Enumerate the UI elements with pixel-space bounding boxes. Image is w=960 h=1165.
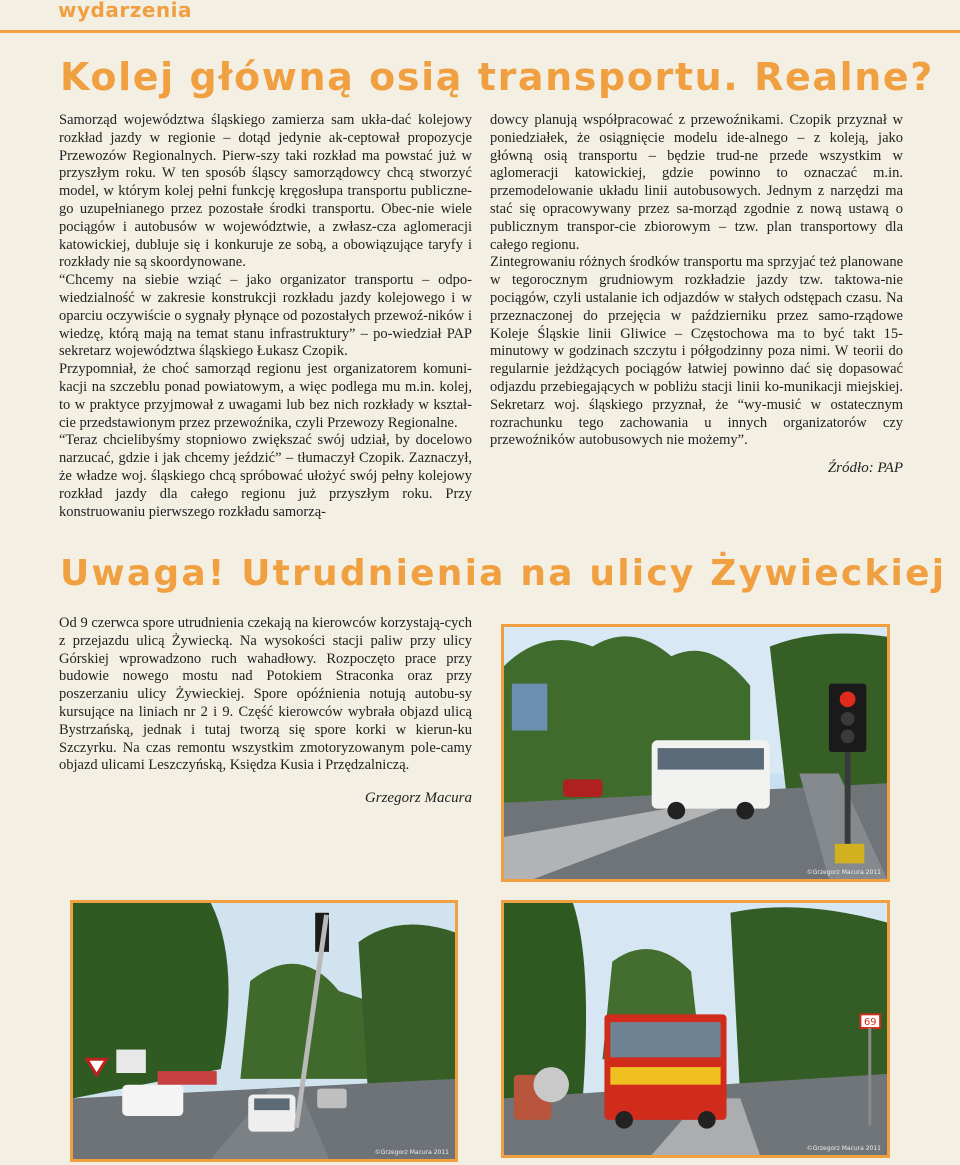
photo-red-bus (501, 900, 890, 1158)
section-label: wydarzenia (58, 0, 192, 22)
photo-road-cars (70, 900, 458, 1162)
photo-credit: ©Grzegorz Macura 2011 (374, 1149, 449, 1156)
article1-paragraph: “Teraz chcielibyśmy stopniowo zwiększać swój udział, by docelowo narzucać, gdzie i jak chcemy jeździć” – tłumaczył Czopik. Zaznaczył, że władze woj. śląskiego chcą spróbować ułożyć swój pełny kolejowy rozkład jazdy dla całego regionu już przyszłym roku. Przy konstruowaniu pierwszego rozkładu samorzą- (59, 432, 472, 520)
article2-author: Grzegorz Macura (364, 790, 472, 806)
photo-credit: ©Grzegorz Macura 2011 (806, 869, 881, 876)
article2-body (59, 615, 472, 775)
header-rule (0, 30, 960, 33)
article2-paragraph: Od 9 czerwca spore utrudnienia czekają na kierowców korzystają-cych z przejazdu ulicą Żywiecką. Na wysokości stacji paliw przy ulicy Górskiej wprowadzono ruch wahadłowy. Rozpoczęto prace przy budowie nowego mostu nad Potokiem Straconka oraz przy poszerzaniu ulicy Żywieckiej. Spore opóźnienia notują autobu-sy kursujące na liniach nr 2 i 9. Część kierowców wybrała objazd ulicą Bystrzańską, jednak i tutaj tworzą się spore korki w kierun-ku Szczyrku. Na czas remontu wszystkim zmotoryzowanym pole-camy objazd ulicami Leszczyńską, Księdza Kusia i Przędzalniczą. (59, 615, 472, 774)
photo-credit: ©Grzegorz Macura 2011 (806, 1145, 881, 1152)
article1-paragraph: Przypomniał, że choć samorząd regionu jest organizatorem komuni-kacji na szczeblu ponad powiatowym, a więc podlega mu m.in. kolej, to w praktyce przyjmował z uwagami lub bez nich rozkłady w kształ-cie przedstawionym przez przewoźnika, czyli Przewozy Regionalne. (59, 361, 472, 431)
article1-column-1 (59, 112, 472, 521)
article1-paragraph: “Chcemy na siebie wziąć – jako organizator transportu – odpo-wiedzialność w zakresie konstrukcji rozkładu jazdy kolejowego i w oparciu oczywiście o sygnały płynące od pozostałych przewoź-ników i wiedzę, którą mają na temat stanu infrastruktury” – po-wiedział PAP sekretarz województwa śląskiego Łukasz Czopik. (59, 272, 472, 360)
article1-source: Źródło: PAP (827, 460, 903, 476)
photo-road-minibus (501, 624, 890, 882)
article1-paragraph: Zintegrowaniu różnych środków transportu ma sprzyjać też planowane w tegorocznym grudniowym rozkładzie jazdy tzw. taktowa-nie pociągów, czyli ustalanie ich odjazdów w stałych odstępach czasu. Na przeznaczonej do przejęcia w październiku przez samo-rządowe Koleje Śląskie linii Gliwice – Częstochowa ma to być takt 15-minutowy w godzinach szczytu i półgodzinny poza nimi. W teorii do regularnie jeżdżących pociągów łatwiej powinno dać się dopasować odjazdu przebiegających w pobliżu stacji linii ko-munikacji miejskiej. Sekretarz woj. śląskiego przyznał, że “wy-musić w ostatecznym rozrachunku tego zachowania u innych organizatorów czy przewoźników autobusowych nie możemy”. (490, 254, 903, 449)
article2-title: Uwaga! Utrudnienia na ulicy Żywieckiej (60, 553, 947, 594)
article1-column-2 (490, 112, 903, 450)
article1-paragraph: Samorząd województwa śląskiego zamierza sam ukła-dać kolejowy rozkład jazdy w regionie – dotąd jedynie ak-ceptował propozycje Przewozów Regionalnych. Pierw-szy taki rozkład ma powstać już w przyszłym roku. W ten sposób śląscy samorządowcy chcą stworzyć model, w którym kolej pełni funkcję kręgosłupa transportu publiczne-go uzupełnianego przez pozostałe środki transportu. Obec-nie wiele pociągów i autobusów w województwie, a zwłasz-cza aglomeracji katowickiej, dubluje się i konkuruje ze sobą, a obowiązujące taryfy i rozkłady nie są skoordynowane. (59, 112, 472, 271)
article1-title: Kolej główną osią transportu. Realne? (60, 55, 934, 99)
article1-paragraph: dowcy planują współpracować z przewoźnikami. Czopik przyznał w poniedziałek, że osiągnięcie modelu ide-alnego – z koleją, jako główną osią transportu – będzie trud-ne przede wszystkim w aglomeracji katowickiej, gdzie powinno to oznaczać m.in. przemodelowanie układu linii autobusowych. Jednym z narzędzi ma stać się opracowywany przez sa-morząd zgodnie z nową ustawą o publicznym transpor-cie zbiorowym – tzw. plan transportowy dla całego regionu. (490, 112, 903, 253)
bus-stop-number: 69 (864, 1017, 877, 1029)
